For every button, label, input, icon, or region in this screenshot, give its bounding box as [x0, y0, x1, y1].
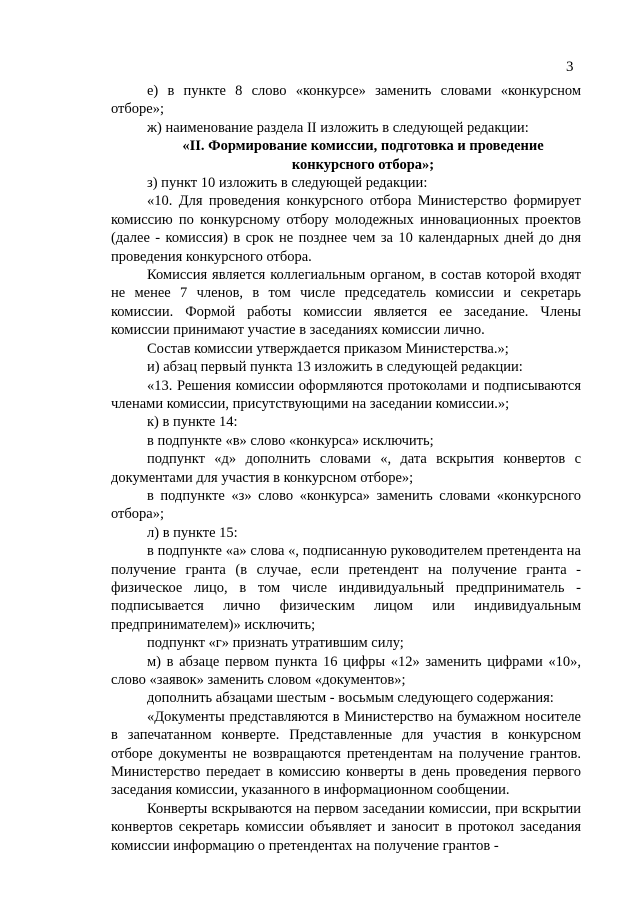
paragraph: в подпункте «з» слово «конкурса» заменить словами «конкурсного отбора»; [111, 487, 581, 523]
document-body [111, 82, 581, 855]
page-number: 3 [566, 59, 574, 75]
paragraph: к) в пункте 14: [147, 414, 238, 431]
paragraph: подпункт «г» признать утратившим силу; [147, 635, 404, 652]
paragraph: «Документы представляются в Министерство на бумажном носителе в запечатанном конверте. Представленные для участия в конкурсном отборе документы не возвращаются претендентам на получение грантов. Министерство передает в комиссию конверты в день проведения первого заседания комиссии, указанного в информационном сообщении. [111, 708, 581, 799]
paragraph: и) абзац первый пункта 13 изложить в следующей редакции: [147, 359, 523, 376]
paragraph: Комиссия является коллегиальным органом, в состав которой входят не менее 7 членов, в том числе председатель комиссии и секретарь комиссии. Формой работы комиссии является ее заседание. Члены комиссии принимают участие в заседаниях комиссии лично. [111, 267, 581, 339]
paragraph: м) в абзаце первом пункта 16 цифры «12» заменить цифрами «10», слово «заявок» заменить словом «документов»; [111, 653, 581, 688]
paragraph: в подпункте «в» слово «конкурса» исключить; [147, 432, 434, 449]
paragraph: «10. Для проведения конкурсного отбора Министерство формирует комиссию по конкурсному отбору молодежных инновационных проектов (далее - комиссия) в срок не позднее чем за 10 календарных дней до дня проведения конкурсного отбора. [111, 193, 581, 265]
paragraph: дополнить абзацами шестым - восьмым следующего содержания: [147, 690, 554, 707]
paragraph: Конверты вскрываются на первом заседании комиссии, при вскрытии конвертов секретарь комиссии объявляет и заносит в протокол заседания комиссии информацию о претендентах на получение грантов - [111, 800, 581, 854]
section-heading: «II. Формирование комиссии, подготовка и проведение конкурсного отбора»; [182, 138, 544, 173]
paragraph: в подпункте «а» слова «, подписанную руководителем претендента на получение гранта (в случае, если претендент на получение гранта - физическое лицо, в том числе индивидуальный предприниматель - подписывается лично физическим лицом или индивидуальным предпринимателем)» исключить; [111, 543, 581, 633]
paragraph: ж) наименование раздела II изложить в следующей редакции: [147, 119, 529, 136]
paragraph: подпункт «д» дополнить словами «, дата вскрытия конвертов с документами для участия в конкурсном отборе»; [111, 451, 581, 486]
paragraph: «13. Решения комиссии оформляются протоколами и подписываются членами комиссии, присутствующими на заседании комиссии.»; [111, 377, 581, 412]
paragraph: Состав комиссии утверждается приказом Министерства.»; [147, 340, 509, 357]
paragraph: е) в пункте 8 слово «конкурсе» заменить словами «конкурсном отборе»; [111, 83, 581, 118]
paragraph: з) пункт 10 изложить в следующей редакции: [147, 175, 428, 192]
paragraph: л) в пункте 15: [147, 524, 238, 541]
